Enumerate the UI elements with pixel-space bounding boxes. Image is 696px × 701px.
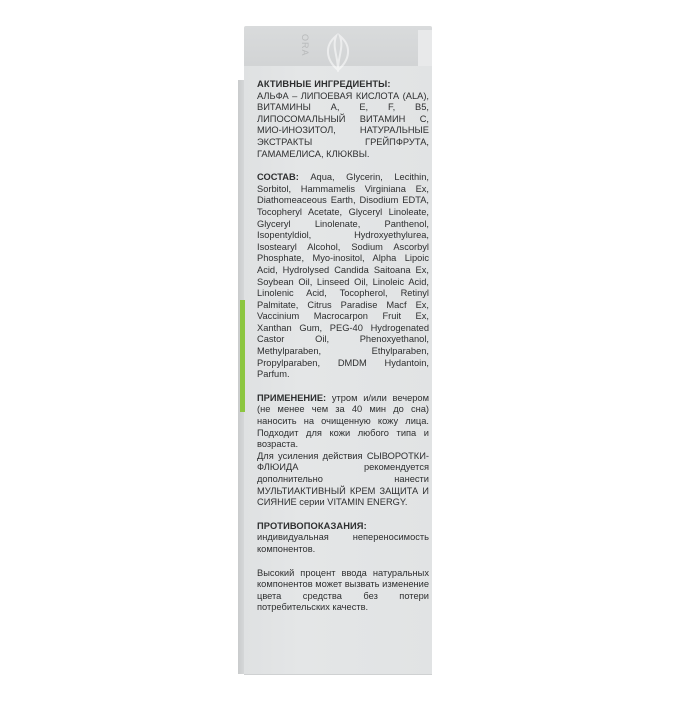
application-section (257, 393, 429, 509)
composition-paragraph (257, 172, 429, 381)
label-text-panel (257, 79, 429, 626)
note-section (257, 568, 429, 614)
active-ingredients-section (257, 79, 429, 160)
brand-logo-text: ORA (300, 34, 310, 57)
brand-logo-icon (318, 30, 358, 74)
composition-heading: СОСТАВ: (257, 172, 299, 183)
application-paragraph (257, 393, 429, 451)
contraindications-section (257, 521, 429, 556)
contraindications-heading: ПРОТИВОПОКАЗАНИЯ: (257, 520, 367, 531)
composition-section (257, 172, 429, 381)
green-accent-tab (240, 300, 245, 412)
application-text: утром и/или вечером (не менее чем за 40 мин до сна) наносить на очищенную кожу лица. Подходит для кожи любого типа и возраста. (257, 392, 429, 450)
application-text-2: Для усиления действия СЫВОРОТКИ-ФЛЮИДА рекомендуется дополнительно нанести МУЛЬТИАКТИВНЫЙ КРЕМ ЗАЩИТА И СИЯНИЕ серии VITAMIN ENERGY. (257, 450, 429, 508)
contraindications-text: индивидуальная непереносимость компонентов. (257, 532, 429, 554)
active-ingredients-heading: АКТИВНЫЕ ИНГРЕДИЕНТЫ: (257, 79, 391, 89)
note-text: Высокий процент ввода натуральных компонентов может вызвать изменение цвета средства без потери потребительских качеств. (257, 567, 429, 613)
active-ingredients-text: АЛЬФА – ЛИПОЕВАЯ КИСЛОТА (ALA), ВИТАМИНЫ A, E, F, B5, ЛИПОСОМАЛЬНЫЙ ВИТАМИН С, МИО-ИНОЗИТОЛ, НАТУРАЛЬНЫЕ ЭКСТРАКТЫ ГРЕЙПФРУТА, ГАМАМЕЛИСА, КЛЮКВЫ. (257, 90, 429, 159)
application-heading: ПРИМЕНЕНИЕ: (257, 392, 327, 403)
composition-text: Aqua, Glycerin, Lecithin, Sorbitol, Hammamelis Virginiana Ex, Diathomeaceous Earth, Disodium EDTA, Tocopheryl Acetate, Glyceryl Linoleate, Glyceryl Linolenate, Panthenol, Isopentyldiol, Hydroxyethylurea, Isostearyl Alcohol, Sodium Ascorbyl Phosphate, Myo-inositol, Alpha Lipoic Acid, Hydrolysed Candida Saitoana Ex, Soybean Oil, Linseed Oil, Linoleic Acid, Linolenic Acid, Tocopherol, Retinyl Palmitate, Citrus Paradise Macf Ex, Vaccinium Macrocarpon Fruit Ex, Xanthan Gum, PEG-40 Hydrogenated Castor Oil, Phenoxyethanol, Methylparaben, Ethylparaben, Propylparaben, DMDM Hydantoin, Parfum. (257, 172, 429, 380)
